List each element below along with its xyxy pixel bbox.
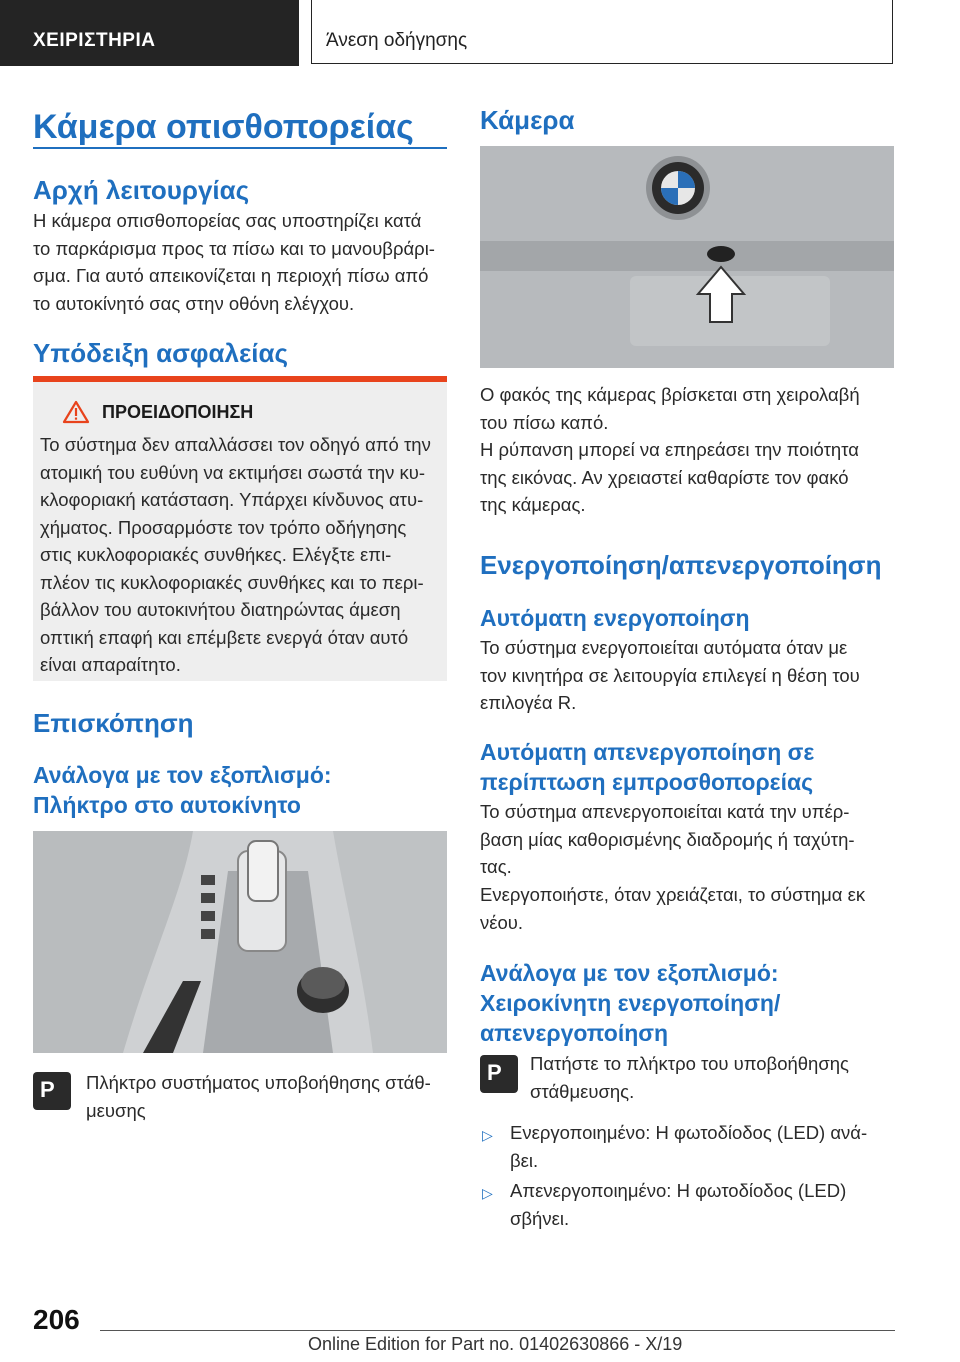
parking-assist-icon-2: P [480, 1055, 518, 1093]
press-text: Πατήστε το πλήκτρο του υποβοήθησης στάθμευσης. [530, 1053, 849, 1102]
camera-text: Ο φακός της κάμερας βρίσκεται στη χειρολαβή του πίσω καπό. [480, 384, 860, 433]
warning-triangle-icon [62, 400, 90, 424]
reactivate-text: Ενεργοποιήστε, όταν χρειάζεται, το σύστημα εκ νέου. [480, 884, 866, 933]
bullet-icon: ▷ [482, 1185, 493, 1201]
camera-heading: Κάμερα [480, 105, 575, 135]
parking-assist-icon: P [33, 1072, 71, 1110]
camera-cleaning-text: Η ρύπανση μπορεί να επηρεάσει την ποιότητα της εικόνας. Αν χρειαστεί καθαρίστε τον φακό της κάμερας. [480, 439, 859, 515]
manual-heading: Ανάλογα με τον εξοπλισμό: Χειροκίνητη ενεργοποίηση/ απενεργοποίηση [480, 960, 781, 1046]
button-caption: Πλήκτρο συστήματος υποβοήθησης στάθ- μευσης [86, 1072, 431, 1121]
footer-divider [100, 1330, 895, 1331]
page-title: Κάμερα οπισθοπορείας [33, 108, 414, 146]
principle-text: Η κάμερα οπισθοπορείας σας υποστηρίζει κατά το παρκάρισμα προς τα πίσω και το μανουβράρι- σμα. Για αυτό απεικονίζεται η περιοχή πίσω από το αυτοκίνητό σας στην οθόνη ελέγχου. [33, 210, 435, 314]
page-number: 206 [33, 1304, 80, 1335]
console-photo [33, 831, 447, 1053]
auto-on-text: Το σύστημα ενεργοποιείται αυτόματα όταν με τον κινητήρα σε λειτουργία επιλεγεί η θέση του επιλογέα R. [480, 637, 860, 713]
warning-text: Το σύστημα δεν απαλλάσσει τον οδηγό από την ατομική του ευθύνη να εκτιμήσει σωστά την κυ- κλοφοριακή κατάσταση. Υπάρχει κίνδυνος ατυ- χήματος. Προσαρμόστε τον τρόπο οδήγησης στις κυκλοφοριακές συνθήκες. Ελέγξτε επι- πλέον τις κυκλοφοριακές συνθήκες και το περι- βάλλον του αυτοκινήτου διατηρώντας άμεση οπτική επαφή και επέμβετε ενεργά όταν αυτό είναι απαραίτητο. [40, 434, 431, 675]
chapter-tab [311, 0, 893, 64]
warning-bar [33, 376, 447, 382]
auto-off-text: Το σύστημα απενεργοποιείται κατά την υπέρ- βαση μίας καθορισμένης διαδρομής ή ταχύτη- τας. [480, 801, 855, 877]
page-header [0, 0, 960, 66]
edition-note: Online Edition for Part no. 01402630866 - X/19 [308, 1334, 683, 1354]
overview-heading: Επισκόπηση [33, 708, 194, 738]
safety-heading: Υπόδειξη ασφαλείας [33, 338, 289, 368]
auto-off-heading: Αυτόματη απενεργοποίηση σε περίπτωση εμπροσθοπορείας [480, 739, 815, 795]
principle-heading: Αρχή λειτουργίας [33, 175, 250, 205]
section-title: ΧΕΙΡΙΣΤΗΡΙΑ [33, 30, 156, 51]
chapter-title: Άνεση οδήγησης [326, 30, 468, 51]
title-divider [33, 147, 447, 149]
bullet-icon: ▷ [482, 1127, 493, 1143]
auto-on-heading: Αυτόματη ενεργοποίηση [480, 605, 750, 631]
bullet-led-on: Ενεργοποιημένο: Η φωτοδίοδος (LED) ανά- βει. [510, 1122, 868, 1171]
onoff-heading: Ενεργοποίηση/απενεργοποίηση [480, 550, 882, 580]
bullet-led-off: Απενεργοποιημένο: Η φωτοδίοδος (LED) σβήνει. [510, 1180, 847, 1229]
camera-photo [480, 146, 894, 368]
warning-title: ΠΡΟΕΙΔΟΠΟΙΗΣΗ [102, 402, 254, 422]
equipment-heading: Ανάλογα με τον εξοπλισμό: Πλήκτρο στο αυτοκίνητο [33, 762, 332, 818]
section-tab [0, 0, 299, 66]
